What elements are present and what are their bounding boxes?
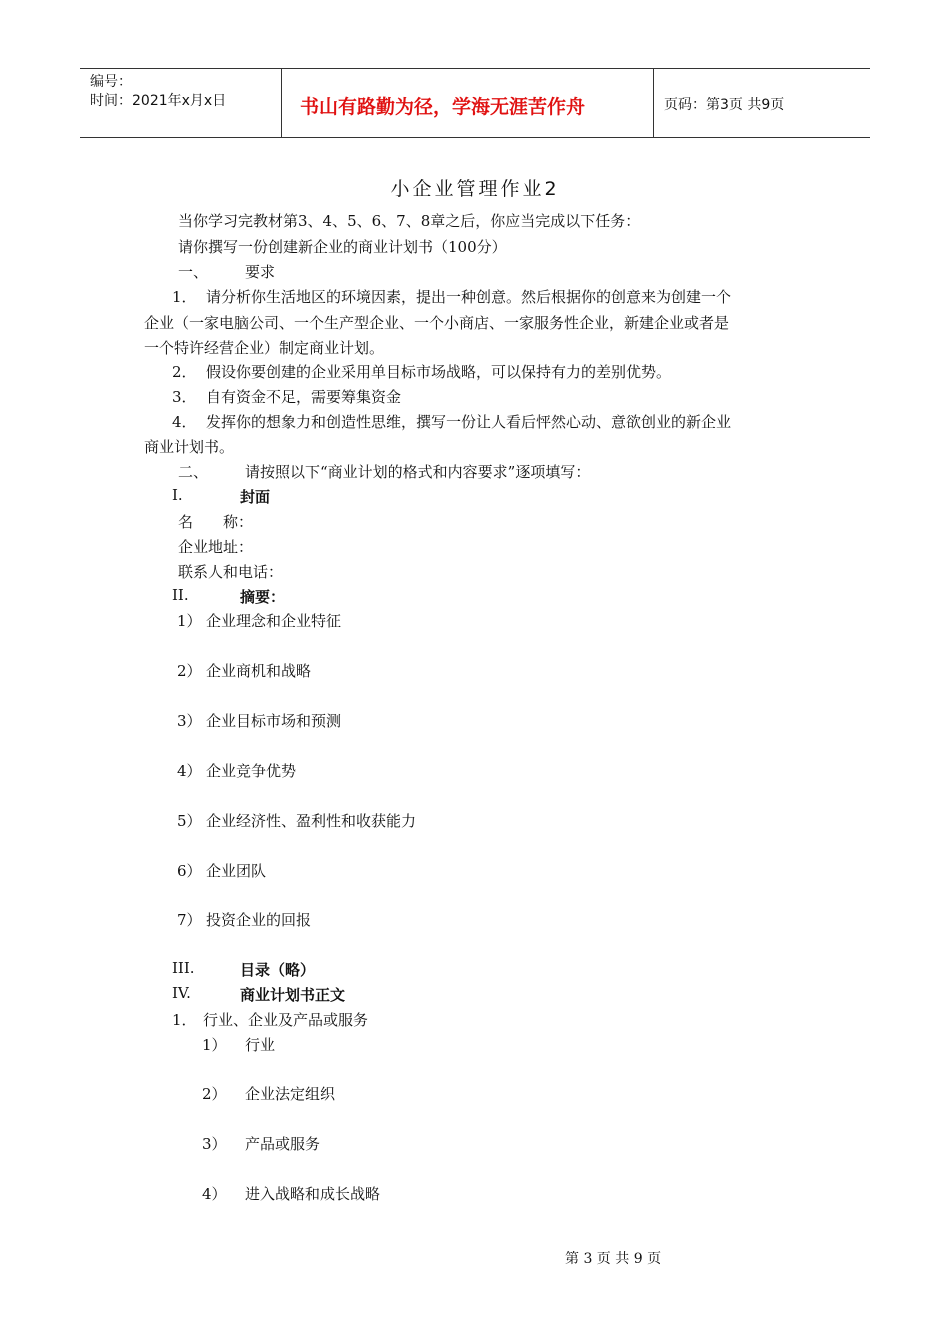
list-item: 企业团队 (206, 862, 267, 880)
list-item: 企业理念和企业特征 (206, 612, 342, 630)
list-number: 1） (177, 612, 202, 630)
header-motto: 书山有路勤为径，学海无涯苦作舟 (300, 96, 586, 118)
list-item: 企业经济性、盈利性和收获能力 (206, 812, 417, 830)
list-item: 企业竞争优势 (206, 762, 297, 780)
list-number: 2） (177, 662, 202, 680)
section-heading: 请按照以下“商业计划的格式和内容要求”逐项填写： (245, 463, 591, 481)
paragraph-line: 商业计划书。 (144, 438, 235, 456)
roman-number: II. (172, 586, 189, 604)
list-number: 3） (202, 1135, 227, 1153)
intro-line: 当你学习完教材第3、4、5、6、7、8章之后，你应当完成以下任务： (178, 212, 641, 230)
toc-heading: 目录（略） (240, 961, 316, 979)
header-time: 时间：2021年x月x日 (90, 93, 227, 109)
cover-heading: 封面 (240, 488, 271, 506)
list-number: 1） (202, 1036, 227, 1054)
list-number: 4） (177, 762, 202, 780)
header-page-code: 页码：第3页 共9页 (664, 97, 785, 113)
header-divider (653, 69, 654, 137)
roman-number: IV. (172, 984, 191, 1002)
list-number: 3． (172, 388, 197, 406)
list-number: 6） (177, 862, 202, 880)
summary-heading: 摘要： (240, 588, 286, 606)
roman-number: III. (172, 959, 195, 977)
list-number: 7） (177, 911, 202, 929)
header-number: 编号： (90, 74, 132, 90)
list-item: 企业法定组织 (245, 1085, 336, 1103)
page-footer: 第 3 页 共 9 页 (565, 1251, 662, 1267)
section-heading: 要求 (245, 263, 276, 281)
section-number: 二、 (178, 463, 209, 481)
intro-line: 请你撰写一份创建新企业的商业计划书（100分） (178, 238, 507, 256)
cover-contact-label: 联系人和电话： (178, 563, 284, 581)
paragraph-line: 请分析你生活地区的环境因素，提出一种创意。然后根据你的创意来为创建一个 (206, 288, 732, 306)
list-number: 3） (177, 712, 202, 730)
header-divider (281, 69, 282, 137)
list-item: 企业商机和战略 (206, 662, 312, 680)
list-number: 4） (202, 1185, 227, 1203)
list-item: 企业目标市场和预测 (206, 712, 342, 730)
page-title: 小企业管理作业2 (390, 178, 560, 200)
list-item: 产品或服务 (245, 1135, 321, 1153)
paragraph-line: 企业（一家电脑公司、一个生产型企业、一个小商店、一家服务性企业，新建企业或者是 (144, 314, 730, 332)
paragraph-line: 假设你要创建的企业采用单目标市场战略，可以保持有力的差别优势。 (206, 363, 672, 381)
list-item: 行业 (245, 1036, 276, 1054)
section-number: 一、 (178, 263, 209, 281)
paragraph-line: 自有资金不足，需要筹集资金 (206, 388, 402, 406)
roman-number: I. (172, 486, 183, 504)
list-number: 4． (172, 413, 197, 431)
cover-address-label: 企业地址： (178, 538, 254, 556)
body-section-heading: 商业计划书正文 (240, 986, 346, 1004)
list-item: 进入战略和成长战略 (245, 1185, 381, 1203)
list-number: 5） (177, 812, 202, 830)
list-item: 投资企业的回报 (206, 911, 312, 929)
paragraph-line: 一个特许经营企业）制定商业计划。 (144, 339, 385, 357)
list-number: 1． (172, 1011, 197, 1029)
cover-name-label: 名 称： (178, 513, 254, 531)
paragraph-line: 发挥你的想象力和创造性思维，撰写一份让人看后怦然心动、意欲创业的新企业 (206, 413, 732, 431)
list-number: 2． (172, 363, 197, 381)
subsection-heading: 行业、企业及产品或服务 (203, 1011, 369, 1029)
list-number: 2） (202, 1085, 227, 1103)
list-number: 1． (172, 288, 197, 306)
